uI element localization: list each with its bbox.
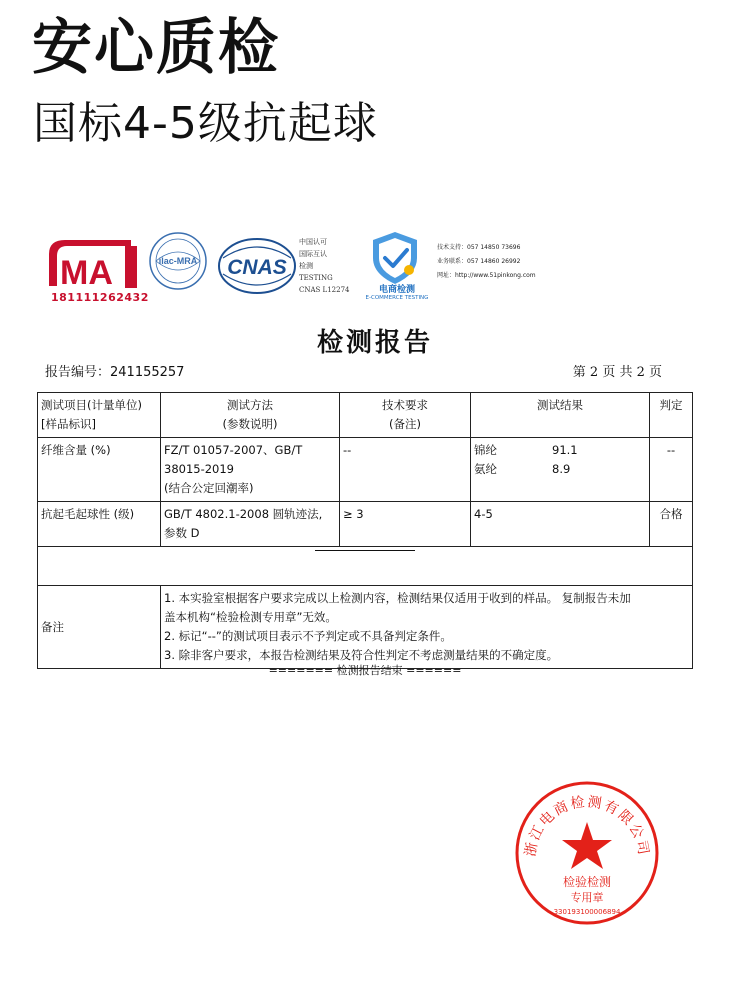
cnas-text: CNAS	[227, 256, 287, 279]
etest-en: E-COMMERCE TESTING	[365, 295, 429, 301]
header-requirement: 技术要求 (备注)	[340, 393, 471, 438]
cnas-caption	[299, 236, 349, 296]
row-result: 4-5	[471, 502, 650, 547]
row-method: FZ/T 01057-2007、GB/T 38015-2019 (结合公定回潮率)	[161, 438, 340, 502]
headline: 安心质检	[32, 13, 280, 83]
row-item: 抗起毛起球性 (级)	[38, 502, 161, 547]
notes-content	[161, 586, 693, 669]
separator-cell	[38, 547, 693, 586]
notes-label: 备注	[38, 586, 161, 669]
seal-star-icon	[562, 822, 612, 869]
row-judgment: 合格	[650, 502, 693, 547]
report-table	[37, 392, 693, 669]
ecommerce-testing-caption	[359, 282, 435, 301]
row-requirement: ≥ 3	[340, 502, 471, 547]
cnas-logo	[217, 236, 297, 296]
cma-logo-text: MA	[60, 254, 113, 292]
report-number-value: 241155257	[110, 365, 185, 380]
contact-line: 网址：http://www.51pinkong.com	[437, 272, 536, 279]
header-item: 测试项目(计量单位) [样品标识]	[38, 393, 161, 438]
table-header-row	[38, 393, 693, 438]
subheadline: 国标4-5级抗起球	[33, 98, 378, 149]
seal-code: 330193100006894	[553, 908, 621, 916]
note-line: 2. 标记“--”的测试项目表示不予判定或不具备判定条件。	[164, 629, 452, 643]
report-title: 检测报告	[316, 328, 433, 358]
cnas-line: 中国认可	[299, 238, 327, 246]
separator-line	[315, 550, 415, 551]
row-requirement: --	[340, 438, 471, 502]
report-number-label: 报告编号：	[45, 365, 111, 380]
contact-line: 业务联系：057 14860 26992	[437, 258, 521, 265]
ecommerce-testing-shield-icon	[365, 230, 425, 286]
header-judgment: 判定	[650, 393, 693, 438]
contact-info	[437, 241, 536, 283]
ilac-mra-logo	[148, 231, 208, 291]
cnas-line: CNAS L12274	[299, 286, 350, 294]
note-line: 3. 除非客户要求，本报告检测结果及符合性判定不考虑测量结果的不确定度。	[164, 648, 559, 662]
seal-center-line2: 专用章	[570, 891, 604, 904]
cnas-line: 检测	[299, 262, 313, 270]
seal-ring-text: 浙江电商检测有限公司	[522, 794, 652, 858]
ilac-mra-text: ilac-MRA	[158, 256, 198, 266]
header-result: 测试结果	[471, 393, 650, 438]
etest-cn: 电商检测	[378, 285, 415, 295]
table-row	[38, 502, 693, 547]
cnas-line: TESTING	[299, 274, 333, 282]
seal-center-line1: 检验检测	[562, 875, 612, 889]
note-line: 盖本机构“检验检测专用章”无效。	[164, 610, 337, 624]
separator-row	[38, 547, 693, 586]
table-row	[38, 438, 693, 502]
official-seal-stamp	[514, 780, 660, 926]
contact-line: 技术支持：057 14850 73696	[437, 244, 521, 251]
note-line: 1. 本实验室根据客户要求完成以上检测内容，检测结果仅适用于收到的样品。 复制报告未加	[164, 591, 631, 605]
row-method: GB/T 4802.1-2008 圆轨迹法, 参数 D	[161, 502, 340, 547]
report-end: ======= 检测报告结束 ======	[268, 664, 462, 677]
row-judgment: --	[650, 438, 693, 502]
row-result: 锦纶 91.1 氨纶 8.9	[471, 438, 650, 502]
certification-logos	[45, 228, 695, 308]
header-method: 测试方法 (参数说明)	[161, 393, 340, 438]
notes-row	[38, 586, 693, 669]
report-number	[45, 361, 184, 380]
row-item: 纤维含量 (%)	[38, 438, 161, 502]
cma-number: 181111262432	[51, 291, 149, 304]
page-info: 第 2 页 共 2 页	[572, 365, 662, 380]
cnas-line: 国际互认	[299, 250, 327, 258]
